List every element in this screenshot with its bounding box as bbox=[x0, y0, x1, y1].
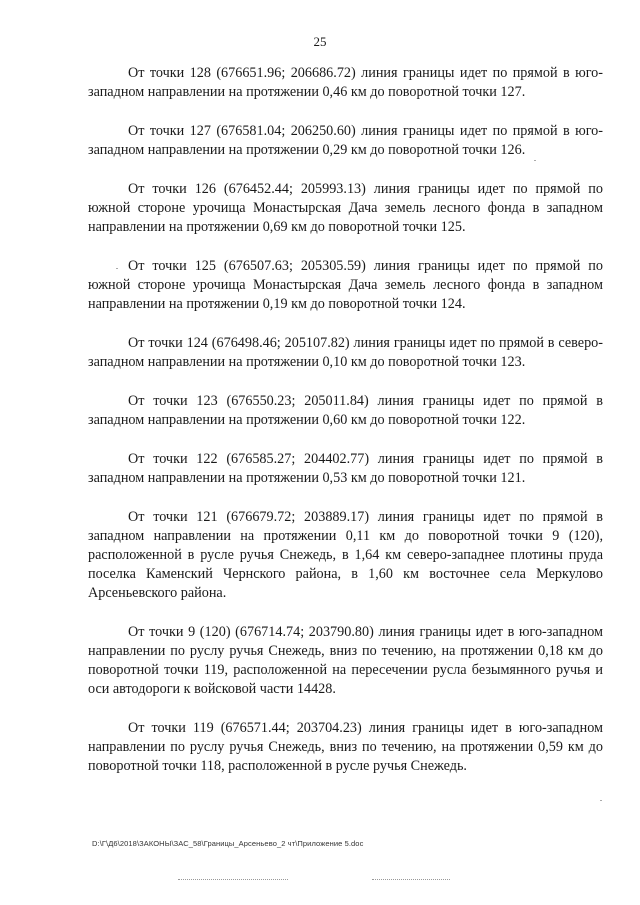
paragraph-point-128: От точки 128 (676651.96; 206686.72) линия границы идет по прямой в юго-западном направлении на протяжении 0,46 км до поворотной точки 127. bbox=[88, 65, 603, 100]
file-path-footer: D:\Г\Д6\2018\ЗАКОНЫ\ЗАС_58\Границы_Арсеньево_2 чт\Приложение 5.doc bbox=[92, 839, 364, 848]
scan-artifact-line bbox=[178, 879, 288, 881]
scan-artifact-line bbox=[372, 879, 450, 881]
paragraph-point-119: От точки 119 (676571.44; 203704.23) линия границы идет в юго-западном направлении по руслу ручья Снежедь, вниз по течению, на протяжении 0,59 км до поворотной точки 118, расположенной в русле ручья Снежедь. bbox=[88, 720, 603, 774]
paragraph-point-125: От точки 125 (676507.63; 205305.59) линия границы идет по прямой по южной стороне урочища Монастырская Дача земель лесного фонда в западном направлении на протяжении 0,19 км до поворотной точки 124. bbox=[88, 258, 603, 312]
scan-speck bbox=[600, 800, 602, 801]
paragraph-point-123: От точки 123 (676550.23; 205011.84) линия границы идет по прямой в западном направлении на протяжении 0,60 км до поворотной точки 122. bbox=[88, 393, 603, 428]
paragraph-point-9-120: От точки 9 (120) (676714.74; 203790.80) линия границы идет в юго-западном направлении по руслу ручья Снежедь, вниз по течению, на протяжении 0,18 км до поворотной точки 119, расположенной на пересечении русла безымянного ручья и оси автодороги к войсковой части 14428. bbox=[88, 624, 603, 697]
page-number: 25 bbox=[313, 34, 327, 49]
scan-speck bbox=[116, 268, 118, 269]
document-body bbox=[88, 64, 603, 796]
paragraph-point-122: От точки 122 (676585.27; 204402.77) линия границы идет по прямой в западном направлении на протяжении 0,53 км до поворотной точки 121. bbox=[88, 451, 603, 486]
scan-speck bbox=[534, 160, 536, 161]
paragraph-point-121: От точки 121 (676679.72; 203889.17) линия границы идет по прямой в западном направлении на протяжении 0,11 км до поворотной точки 9 (120), расположенной в русле ручья Снежедь, в 1,64 км северо-западнее плотины пруда поселка Каменский Чернского района, в 1,60 км восточнее села Меркулово Арсеньевского района. bbox=[88, 509, 603, 601]
paragraph-point-124: От точки 124 (676498.46; 205107.82) линия границы идет по прямой в северо-западном направлении на протяжении 0,10 км до поворотной точки 123. bbox=[88, 335, 603, 370]
paragraph-point-126: От точки 126 (676452.44; 205993.13) линия границы идет по прямой по южной стороне урочища Монастырская Дача земель лесного фонда в западном направлении на протяжении 0,69 км до поворотной точки 125. bbox=[88, 181, 603, 235]
paragraph-point-127: От точки 127 (676581.04; 206250.60) линия границы идет по прямой в юго-западном направлении на протяжении 0,29 км до поворотной точки 126. bbox=[88, 123, 603, 158]
